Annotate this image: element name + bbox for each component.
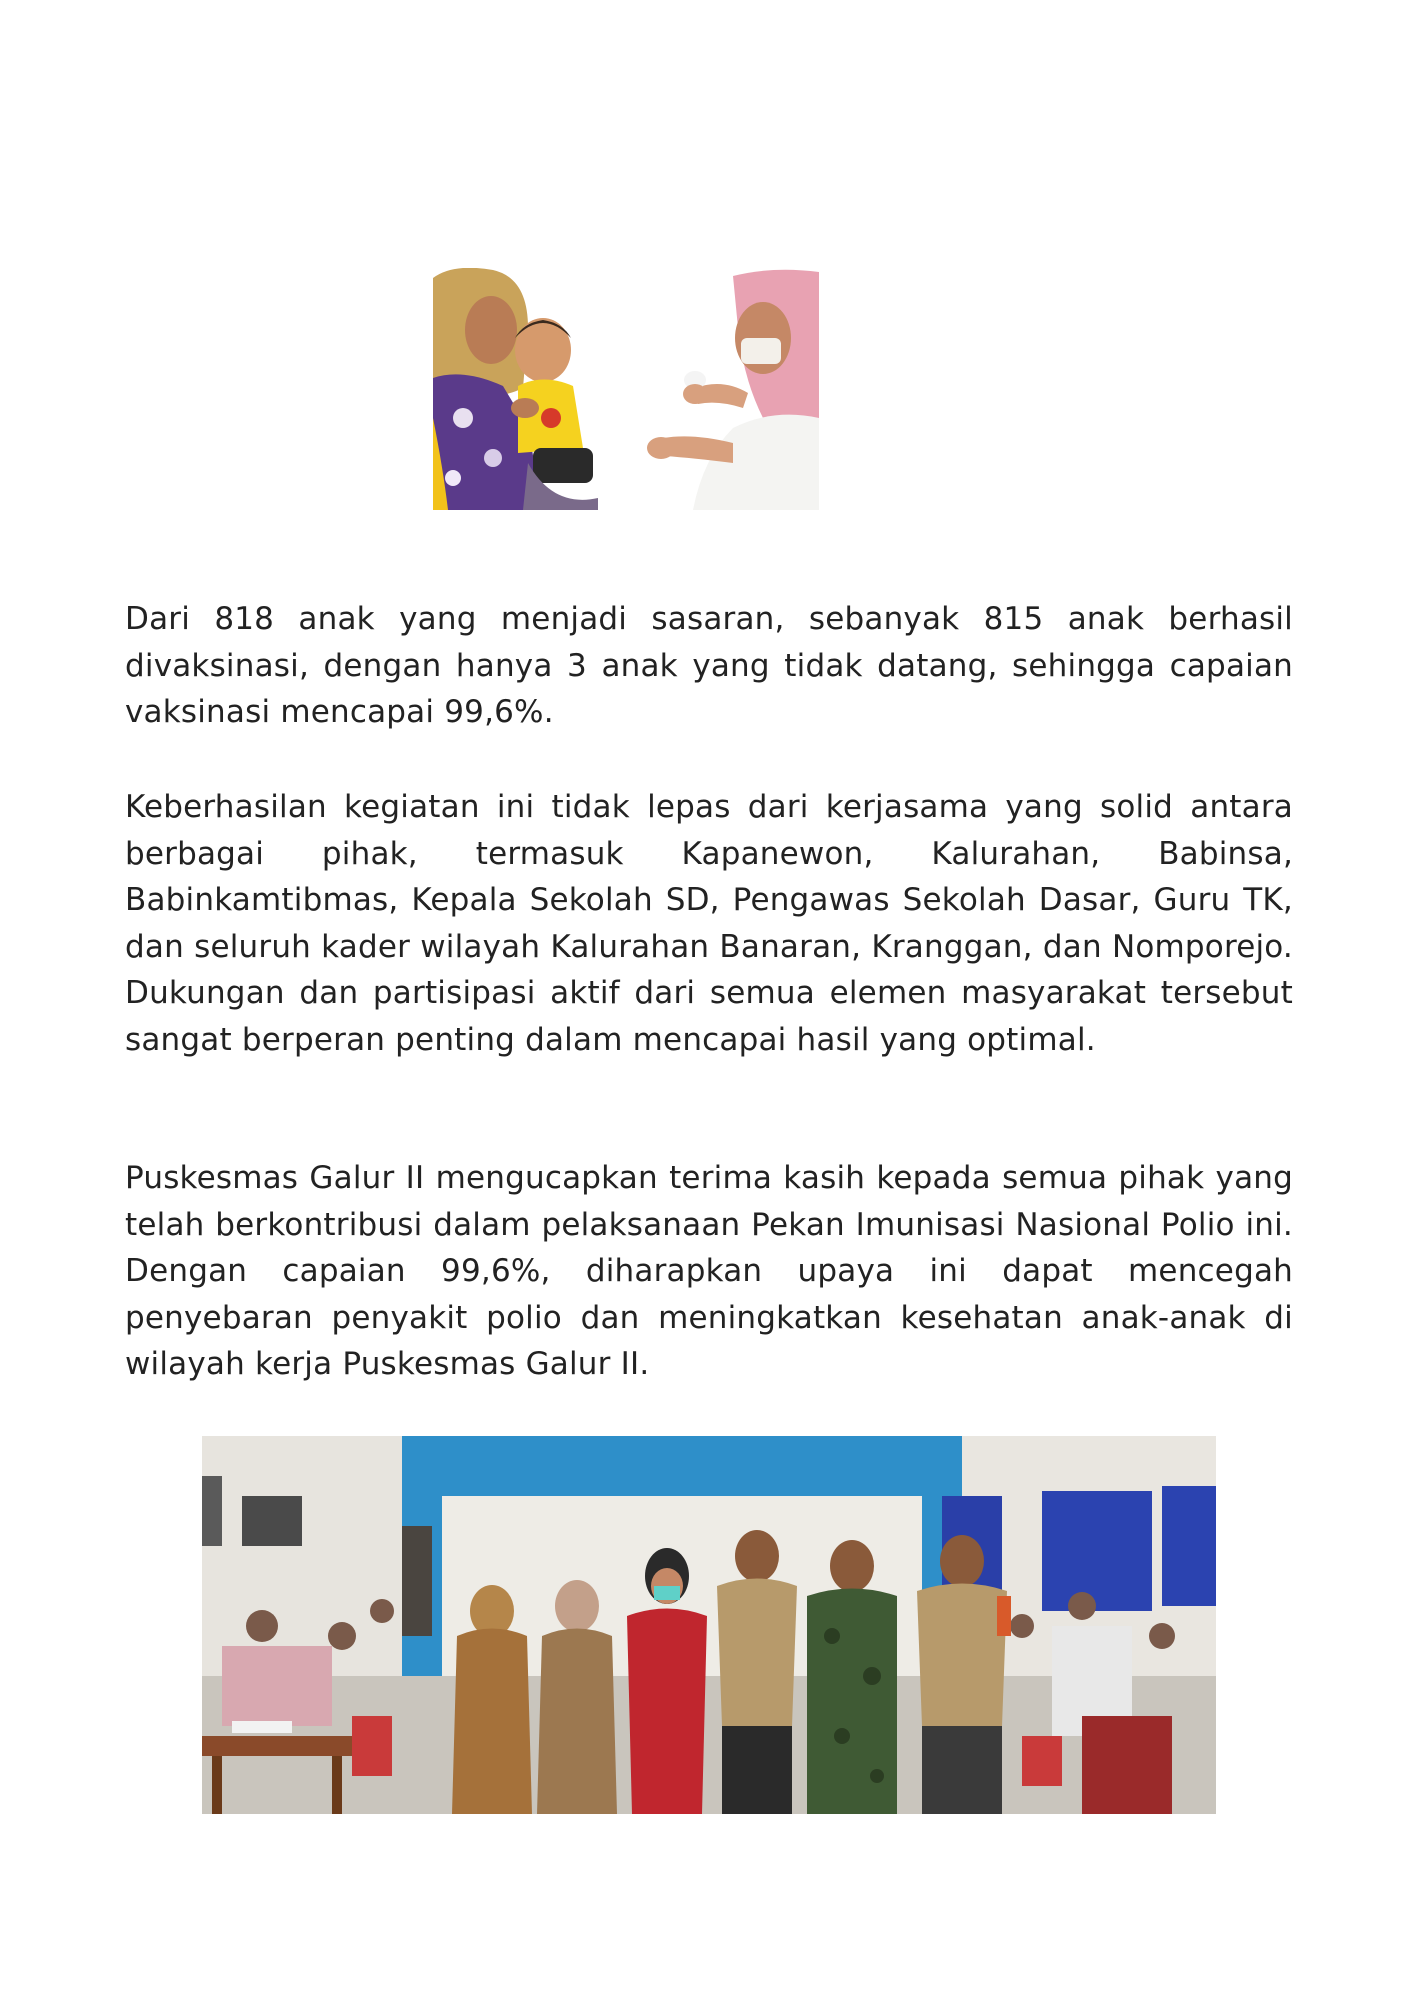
paragraph-thanks: Puskesmas Galur II mengucapkan terima kasih kepada semua pihak yang telah berkontribusi dalam pelaksanaan Pekan Imunisasi Nasional Polio ini. Dengan capaian 99,6%, diharapkan upaya ini dapat mencegah penyebaran penyakit polio dan meningkatkan kesehatan anak-anak di wilayah kerja Puskesmas Galur II. — [125, 1160, 1293, 1382]
vaccination-drops-photo — [433, 268, 819, 510]
paragraph-vaccination-result: Dari 818 anak yang menjadi sasaran, sebanyak 815 anak berhasil divaksinasi, dengan hanya 3 anak yang tidak datang, sehingga capaian vaksinasi mencapai 99,6%. — [125, 601, 1293, 730]
group-photo — [202, 1436, 1216, 1814]
paragraph-collaboration: Keberhasilan kegiatan ini tidak lepas dari kerjasama yang solid antara berbagai pihak, termasuk Kapanewon, Kalurahan, Babinsa, Babinkamtibmas, Kepala Sekolah SD, Pengawas Sekolah Dasar, Guru TK, dan seluruh kader wilayah Kalurahan Banaran, Kranggan, dan Nomporejo. Dukungan dan partisipasi aktif dari semua elemen masyarakat tersebut sangat berperan penting dalam mencapai hasil yang optimal. — [125, 789, 1293, 1058]
